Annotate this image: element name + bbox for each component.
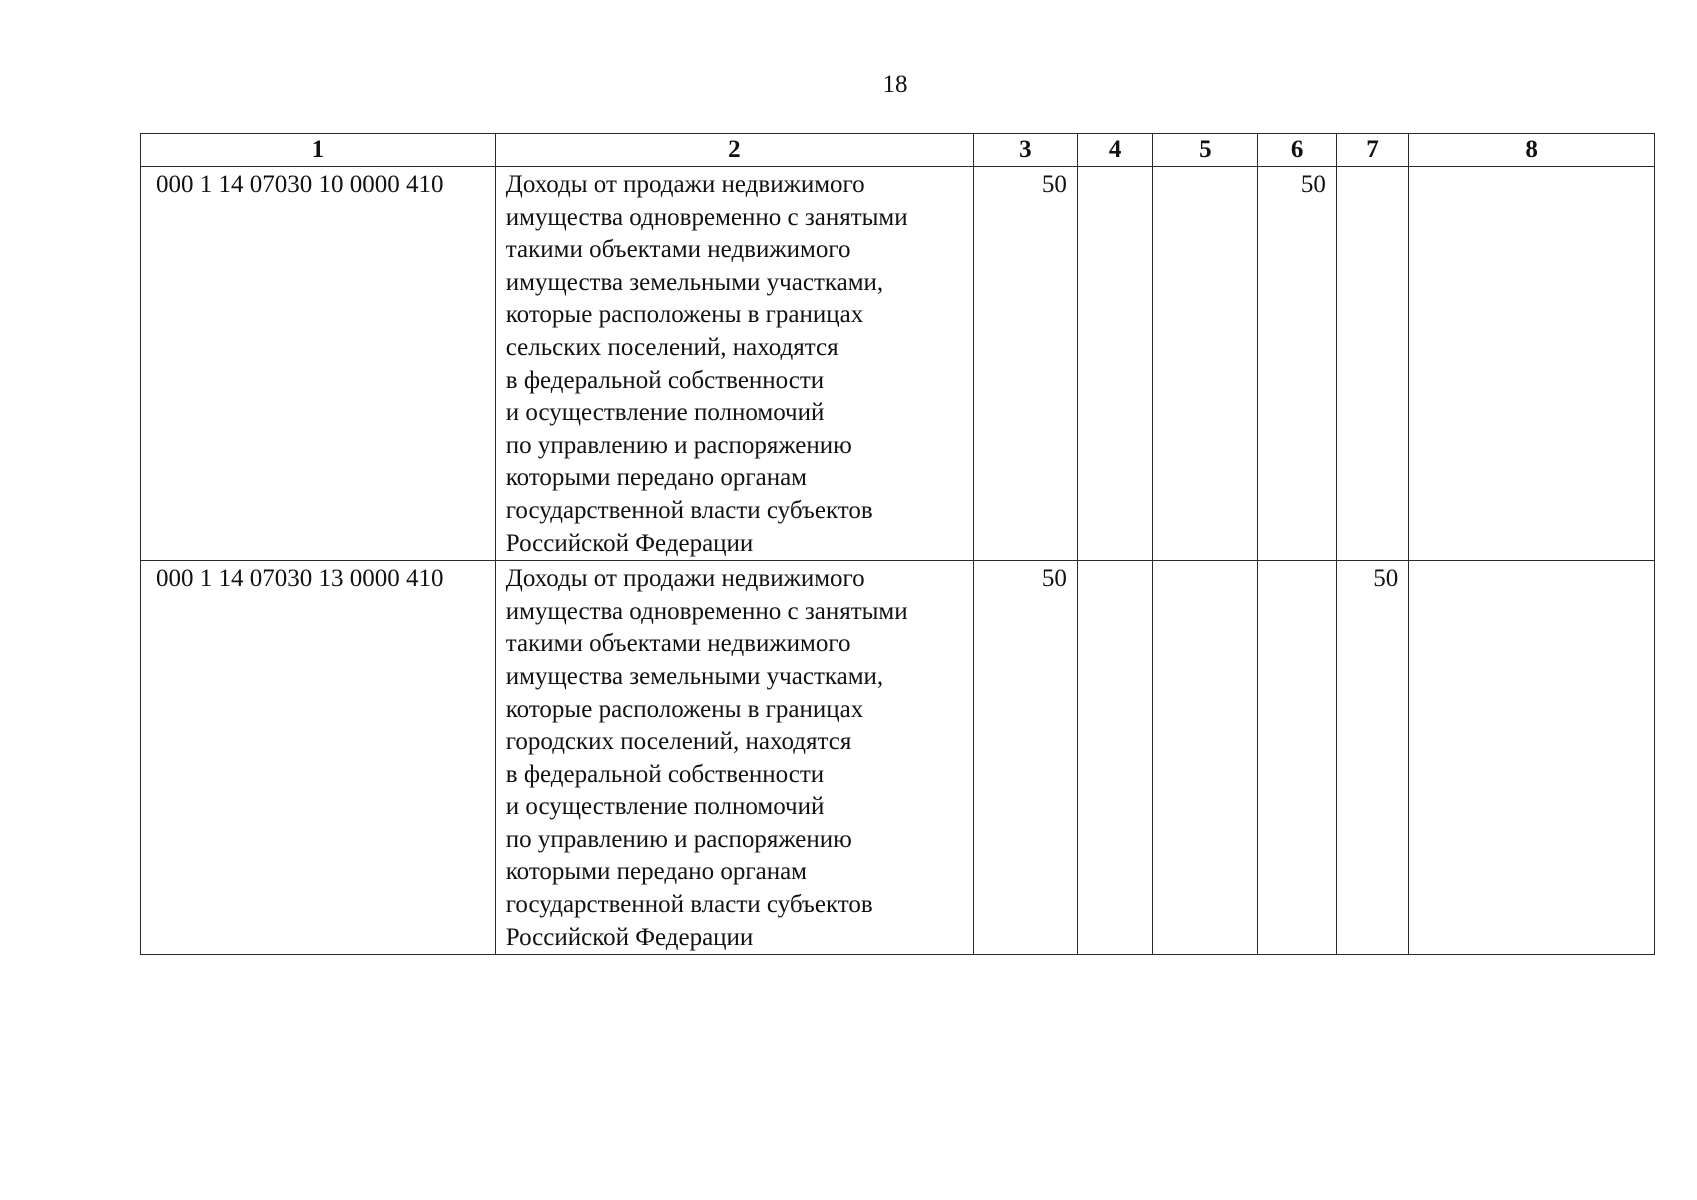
- column-header-1: 1: [141, 134, 496, 167]
- cell-col-8: [1409, 561, 1655, 955]
- column-header-7: 7: [1336, 134, 1408, 167]
- revenue-description: Доходы от продажи недвижимого имущества одновременно с занятыми такими объектами недвижимого имущества земельными участками, которые расположены в границах городских поселений, находятся в федеральной собственности и осуществление полномочий по управлению и распоряжению которыми передано органам государственной власти субъектов Российской Федерации: [495, 561, 973, 955]
- cell-col-7: [1336, 167, 1408, 561]
- cell-col-6: 50: [1258, 167, 1337, 561]
- cell-col-7: 50: [1336, 561, 1408, 955]
- table-row: [141, 167, 1655, 561]
- column-header-3: 3: [973, 134, 1077, 167]
- cell-col-8: [1409, 167, 1655, 561]
- page-number: 18: [882, 71, 908, 98]
- budget-classification-code: 000 1 14 07030 10 0000 410: [141, 167, 496, 561]
- revenue-description: Доходы от продажи недвижимого имущества одновременно с занятыми такими объектами недвижимого имущества земельными участками, которые расположены в границах сельских поселений, находятся в федеральной собственности и осуществление полномочий по управлению и распоряжению которыми передано органам государственной власти субъектов Российской Федерации: [495, 167, 973, 561]
- table-row: [141, 561, 1655, 955]
- cell-col-3: 50: [973, 167, 1077, 561]
- cell-col-5: [1153, 167, 1258, 561]
- cell-col-6: [1258, 561, 1337, 955]
- budget-classification-code: 000 1 14 07030 13 0000 410: [141, 561, 496, 955]
- column-header-2: 2: [495, 134, 973, 167]
- cell-col-4: [1077, 561, 1152, 955]
- column-header-5: 5: [1153, 134, 1258, 167]
- cell-col-3: 50: [973, 561, 1077, 955]
- column-header-4: 4: [1077, 134, 1152, 167]
- column-header-6: 6: [1258, 134, 1337, 167]
- revenue-table: [140, 133, 1655, 955]
- cell-col-4: [1077, 167, 1152, 561]
- table-header-row: [141, 134, 1655, 167]
- column-header-8: 8: [1409, 134, 1655, 167]
- cell-col-5: [1153, 561, 1258, 955]
